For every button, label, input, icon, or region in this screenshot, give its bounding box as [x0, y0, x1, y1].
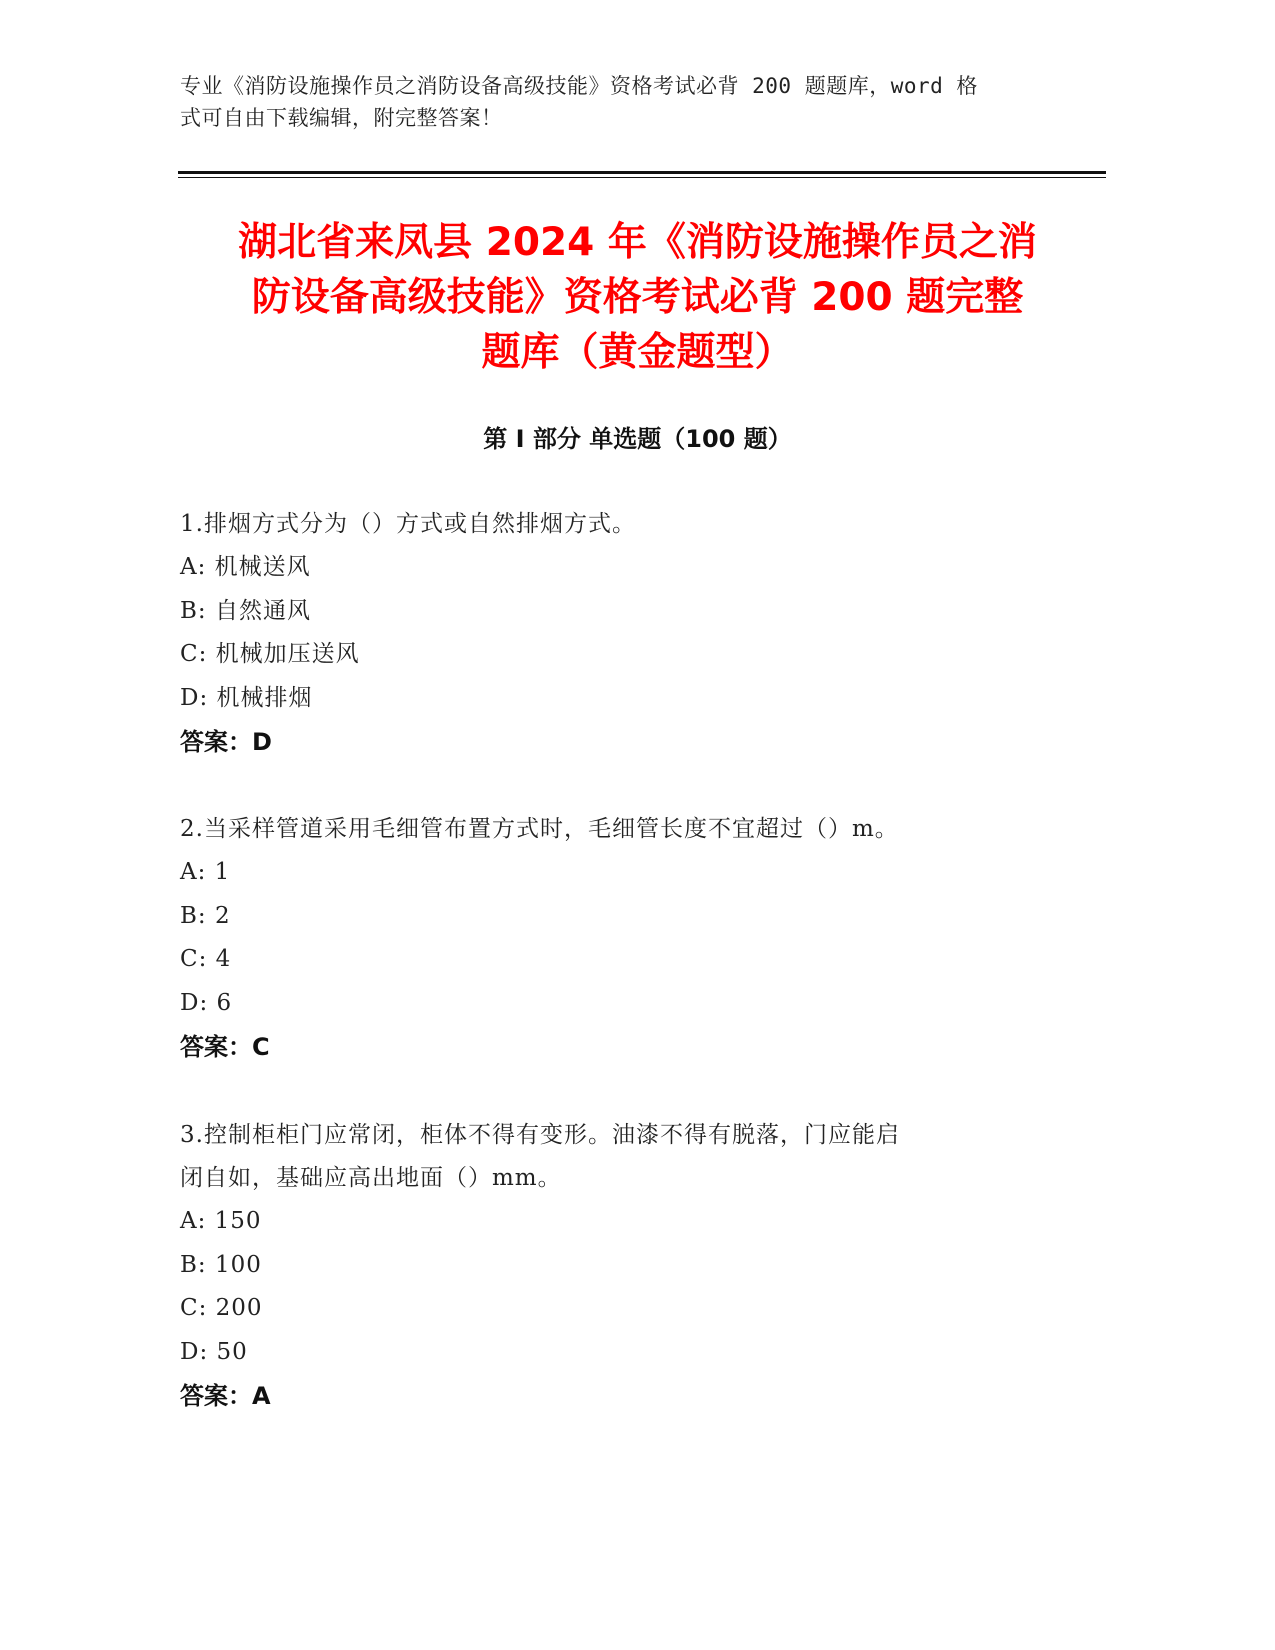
- question-block: [180, 808, 1040, 1069]
- header-divider-thick: [178, 171, 1106, 174]
- header-divider-thin: [178, 177, 1106, 178]
- option-d: D: 50: [180, 1338, 248, 1365]
- option-c: C: 4: [180, 946, 232, 972]
- question-block: [180, 503, 1040, 764]
- question-block: [180, 1114, 1040, 1418]
- question-stem: 2.当采样管道采用毛细管布置方式时，毛细管长度不宜超过（）m。: [180, 816, 899, 842]
- option-a: A: 150: [180, 1208, 262, 1234]
- option-a: A: 1: [180, 859, 231, 885]
- document-title-line: 防设备高级技能》资格考试必背 200 题完整: [251, 275, 1024, 320]
- option-b: B: 100: [180, 1251, 262, 1278]
- option-a: A: 机械送风: [180, 554, 311, 580]
- header-note-line: 专业《消防设施操作员之消防设备高级技能》资格考试必背 200 题题库，word 格: [180, 74, 978, 98]
- answer-label: 答案：D: [180, 728, 272, 756]
- option-c: C: 机械加压送风: [180, 641, 360, 667]
- option-d: D: 机械排烟: [180, 684, 313, 711]
- answer-label: 答案：A: [180, 1382, 271, 1410]
- question-stem: 1.排烟方式分为（）方式或自然排烟方式。: [180, 511, 636, 537]
- question-stem: 3.控制柜柜门应常闭，柜体不得有变形。油漆不得有脱落，门应能启: [180, 1122, 900, 1148]
- answer-label: 答案：C: [180, 1033, 270, 1061]
- document-title-line: 题库（黄金题型）: [481, 330, 794, 375]
- option-b: B: 2: [180, 902, 231, 929]
- option-c: C: 200: [180, 1295, 263, 1321]
- option-d: D: 6: [180, 989, 233, 1016]
- header-note-line: 式可自由下载编辑，附完整答案！: [180, 106, 503, 130]
- document-title-line: 湖北省来凤县 2024 年《消防设施操作员之消: [238, 220, 1037, 265]
- question-stem-continued: 闭自如，基础应高出地面（）mm。: [180, 1165, 562, 1191]
- header-note: [180, 70, 1060, 134]
- section-title: 第 I 部分 单选题（100 题）: [483, 425, 792, 453]
- document-title: [160, 215, 1115, 380]
- option-b: B: 自然通风: [180, 597, 311, 624]
